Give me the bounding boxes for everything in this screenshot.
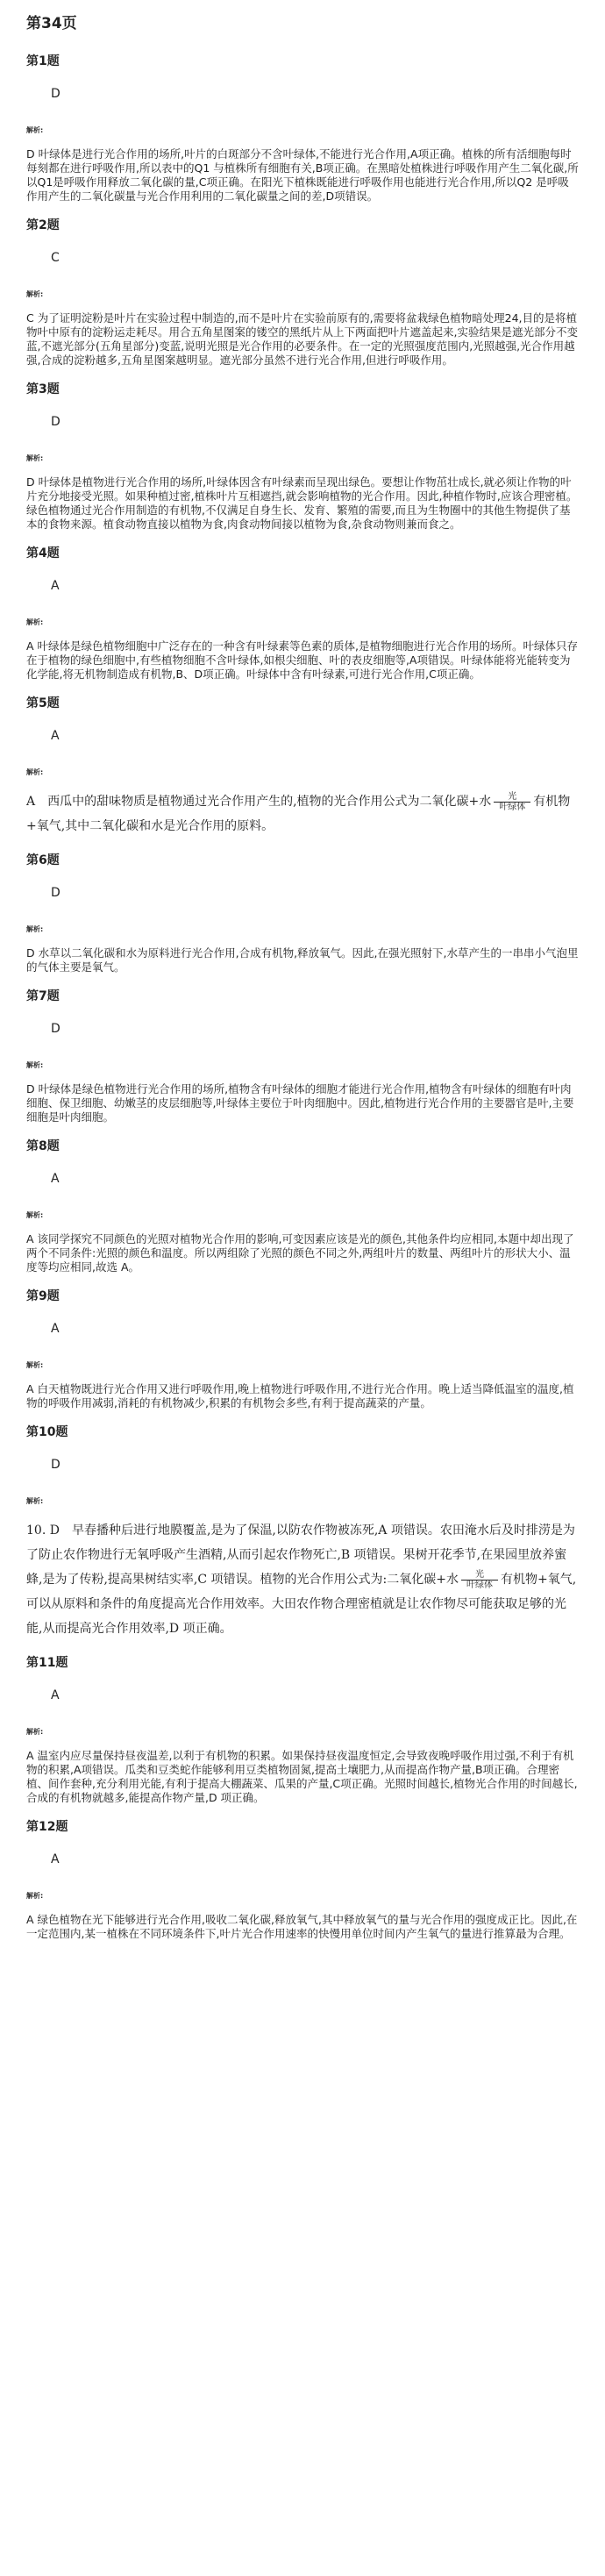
question-answer: C <box>51 251 60 265</box>
analysis-text: C 为了证明淀粉是叶片在实验过程中制造的,而不是叶片在实验前原有的,需要将盆栽绿色植物暗处理24,目的是将植物叶中原有的淀粉运走耗尽。用合五角星图案的镂空的黑纸片从上下两面把叶片遮盖起来,实验结果是遮光部分不变蓝,不遮光部分(五角星部分)变蓝,说明光照是光合作用的必要条件。在一定的光照强度范围内,光照越强,光合作用越强,合成的淀粉越多,五角星图案越明显。遮光部分虽然不进行光合作用,但进行呼吸作用。 <box>26 311 578 367</box>
analysis-text: A 温室内应尽量保持昼夜温差,以利于有机物的积累。如果保持昼夜温度恒定,会导致夜晚呼吸作用过强,不利于有机物的积累,A项错误。瓜类和豆类蛇作能够利用豆类植物固氮,提高土壤肥力,从而提高作物产量,B项正确。合理密植、间作套种,充分利用光能,有利于提高大棚蔬菜、瓜果的产量,C项正确。光照时间越长,植物光合作用的时间越长,合成的有机物就越多,能提高作物产量,D 项正确。 <box>26 1749 578 1804</box>
question-block <box>26 1287 579 1410</box>
question-title: 第11题 <box>26 1656 68 1670</box>
analysis-label: 解析: <box>26 290 44 298</box>
question-answer: D <box>51 1022 60 1036</box>
question-title: 第4题 <box>26 546 60 560</box>
reaction-condition-top: 光 <box>508 791 517 802</box>
question-answer: A <box>51 1688 60 1702</box>
question-answer: D <box>51 1458 60 1472</box>
analysis-text: D 叶绿体是植物进行光合作用的场所,叶绿体因含有叶绿素而呈现出绿色。要想让作物茁壮成长,就必须让作物的叶片充分地接受光照。如果种植过密,植株叶片互相遮挡,就会影响植物的光合作用。因此,种植作物时,应该合理密植。绿色植物通过光合作用制造的有机物,不仅满足自身生长、发育、繁殖的需要,而且为生物圈中的其他生物提供了基本的食物来源。植食动物直接以植物为食,肉食动物间接以植物为食,杂食动物则兼而食之。 <box>26 475 578 531</box>
analysis-label: 解析: <box>26 1497 44 1505</box>
question-answer: D <box>51 87 60 101</box>
question-block <box>26 851 579 974</box>
formula-post-text: 有机物+氧气,其中二氧化碳和水是光合作用的原料。 <box>26 795 571 833</box>
question-answer: A <box>51 1322 60 1336</box>
analysis-label: 解析: <box>26 618 44 626</box>
question-block <box>26 987 579 1124</box>
reaction-arrow <box>461 1570 498 1590</box>
question-title: 第12题 <box>26 1820 68 1834</box>
analysis-text: A 叶绿体是绿色植物细胞中广泛存在的一种含有叶绿素等色素的质体,是植物细胞进行光合作用的场所。叶绿体只存在于植物的绿色细胞中,有些植物细胞不含叶绿体,如根尖细胞、叶的表皮细胞等,A项错误。叶绿体能将光能转变为化学能,将无机物制造成有机物,B、D项正确。叶绿体中含有叶绿素,可进行光合作用,C项正确。 <box>26 639 579 681</box>
question-title: 第10题 <box>26 1425 68 1439</box>
reaction-arrow <box>494 792 530 812</box>
question-answer: A <box>51 729 60 743</box>
formula-post-text: 有机物+氧气,可以从原料和条件的角度提高光合作用效率。大田农作物合理密植就是让农作物尽可能获取足够的光能,从而提高光合作用效率,D 项正确。 <box>26 1573 577 1636</box>
question-answer: D <box>51 886 60 900</box>
formula-pre-text: A 西瓜中的甜味物质是植物通过光合作用产生的,植物的光合作用公式为二氧化碳+水 <box>26 795 492 809</box>
analysis-text: A 绿色植物在光下能够进行光合作用,吸收二氧化碳,释放氧气,其中释放氧气的量与光合作用的强度成正比。因此,在一定范围内,某一植株在不同环境条件下,叶片光合作用速率的快慢用单位时间内产生氧气的量进行推算最为合理。 <box>26 1913 578 1940</box>
analysis-label: 解析: <box>26 1361 44 1369</box>
reaction-condition-top: 光 <box>474 1569 484 1580</box>
question-title: 第7题 <box>26 989 60 1003</box>
analysis-label: 解析: <box>26 925 44 933</box>
question-block <box>26 1817 579 1941</box>
page-title: 第34页 <box>26 15 77 32</box>
question-block <box>26 1423 579 1641</box>
question-title: 第2题 <box>26 218 60 232</box>
analysis-label: 解析: <box>26 126 44 134</box>
question-answer: A <box>51 1852 60 1866</box>
analysis-text: D 叶绿体是绿色植物进行光合作用的场所,植物含有叶绿体的细胞才能进行光合作用,植物含有叶绿体的细胞有叶肉细胞、保卫细胞、幼嫩茎的皮层细胞等,叶绿体主要位于叶肉细胞中。因此,植物进行光合作用的主要器官是叶,主要细胞是叶肉细胞。 <box>26 1082 574 1124</box>
question-block <box>26 1137 579 1274</box>
question-answer: A <box>51 1172 60 1186</box>
question-block <box>26 544 579 681</box>
reaction-condition-bottom: 叶绿体 <box>466 1580 493 1590</box>
question-title: 第8题 <box>26 1139 60 1153</box>
question-title: 第5题 <box>26 696 60 710</box>
question-answer: D <box>51 415 60 429</box>
question-block <box>26 1653 579 1805</box>
question-title: 第6题 <box>26 853 60 867</box>
analysis-label: 解析: <box>26 1728 44 1736</box>
reaction-condition-bottom: 叶绿体 <box>499 802 526 812</box>
analysis-text: A 该同学探究不同颜色的光照对植物光合作用的影响,可变因素应该是光的颜色,其他条件均应相同,本题中却出现了两个不同条件:光照的颜色和温度。所以两组除了光照的颜色不同之外,两组叶片的数量、两组叶片的形状大小、温度等均应相同,故选 A。 <box>26 1232 574 1274</box>
analysis-text: D 水草以二氧化碳和水为原料进行光合作用,合成有机物,释放氧气。因此,在强光照射下,水草产生的一串串小气泡里的气体主要是氧气。 <box>26 946 579 974</box>
analysis-text: D 叶绿体是进行光合作用的场所,叶片的白斑部分不含叶绿体,不能进行光合作用,A项正确。植株的所有活细胞每时每刻都在进行呼吸作用,所以表中的Q1 与植株所有细胞有关,B项正确。在黑暗处植株进行呼吸作用产生二氧化碳,所以Q1是呼吸作用释放二氧化碳的量,C项正确。在阳光下植株既能进行呼吸作用也能进行光合作用,所以Q2 是呼吸作用产生的二氧化碳量与光合作用利用的二氧化碳量之间的差,D项错误。 <box>26 147 579 203</box>
analysis-label: 解析: <box>26 1061 44 1069</box>
analysis-formula-text <box>26 789 579 838</box>
question-block <box>26 52 579 203</box>
question-title: 第1题 <box>26 54 60 68</box>
question-block <box>26 694 579 838</box>
question-answer: A <box>51 579 60 593</box>
analysis-label: 解析: <box>26 454 44 462</box>
formula-pre-text: 10. D 早春播种后进行地膜覆盖,是为了保温,以防农作物被冻死,A 项错误。农田淹水后及时排涝是为了防止农作物进行无氧呼吸产生酒精,从而引起农作物死亡,B 项错误。果树开花季节,在果园里放养蜜蜂,是为了传粉,提高果树结实率,C 项错误。植物的光合作用公式为:二氧化碳+水 <box>26 1523 575 1587</box>
analysis-label: 解析: <box>26 1892 44 1900</box>
question-title: 第3题 <box>26 382 60 396</box>
question-block <box>26 216 579 367</box>
analysis-formula-text <box>26 1518 579 1641</box>
analysis-label: 解析: <box>26 768 44 776</box>
question-block <box>26 380 579 532</box>
question-title: 第9题 <box>26 1289 60 1303</box>
analysis-label: 解析: <box>26 1211 44 1219</box>
analysis-text: A 白天植物既进行光合作用又进行呼吸作用,晚上植物进行呼吸作用,不进行光合作用。晚上适当降低温室的温度,植物的呼吸作用减弱,消耗的有机物减少,积累的有机物会多些,有利于提高蔬菜的产量。 <box>26 1382 574 1409</box>
